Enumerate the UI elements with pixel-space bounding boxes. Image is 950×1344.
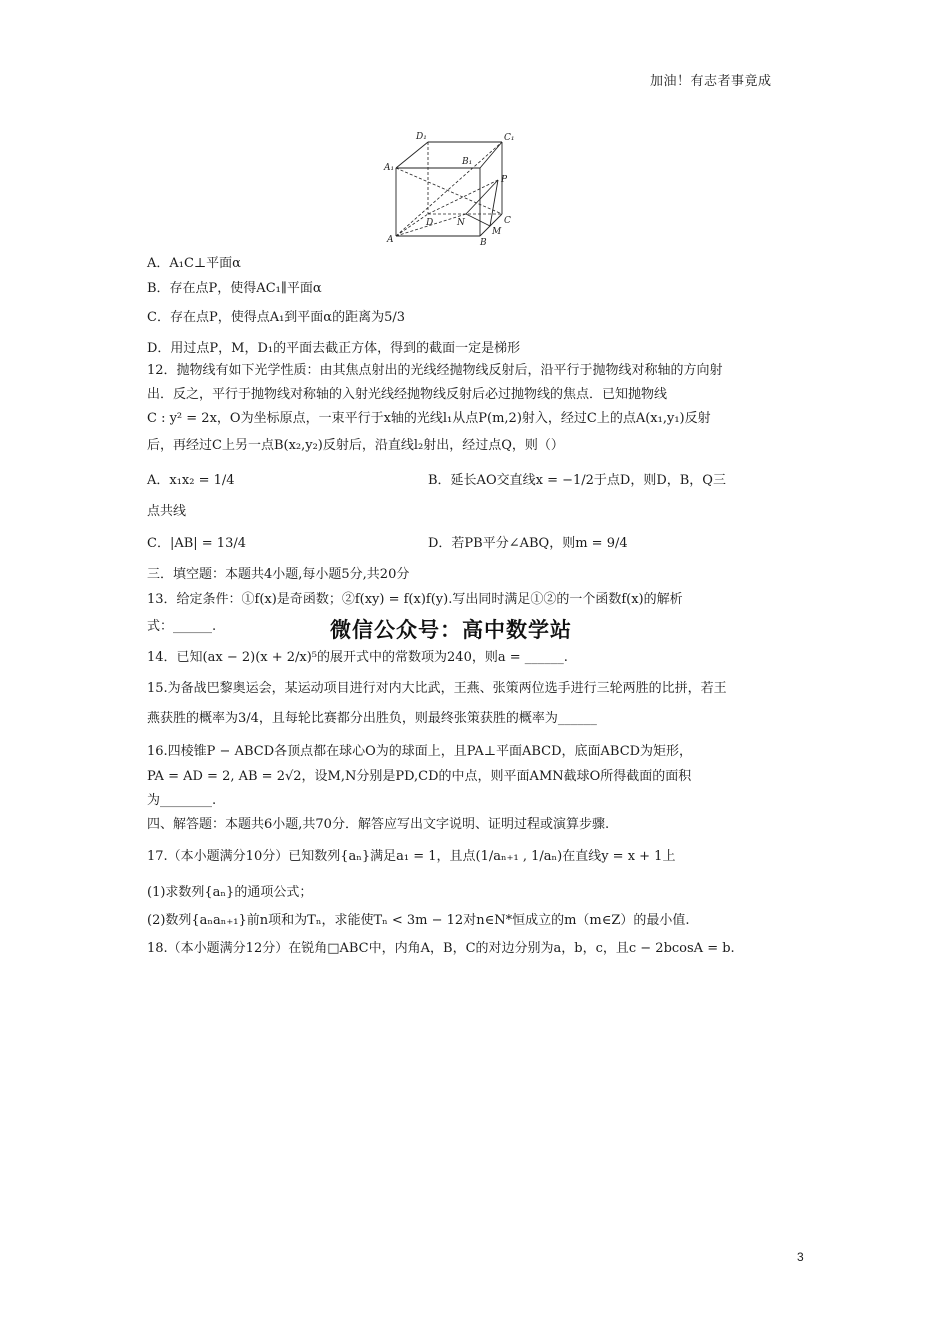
section-3-heading: 三．填空题：本题共4小题,每小题5分,共20分 [147,567,410,582]
label-A1: A₁ [384,163,395,173]
q12-stem-line3: C : y² = 2x，O为坐标原点，一束平行于x轴的光线l₁从点P(m,2)射入，经过C上的点A(x₁,y₁)反射 [147,411,711,426]
label-A: A [387,235,394,245]
q12-option-d: D．若PB平分∠ABQ，则m = 9/4 [428,536,628,551]
q13-line1: 13．给定条件：①f(x)是奇函数；②f(xy) = f(x)f(y).写出同时满足①②的一个函数f(x)的解析 [147,592,683,607]
q18-stem: 18.（本小题满分12分）在锐角□ABC中，内角A，B，C的对边分别为a，b，c，且c − 2bcosA = b. [147,941,735,956]
q16-line2: PA = AD = 2, AB = 2√2，设M,N分别是PD,CD的中点，则平面AMN截球O所得截面的面积 [147,769,692,784]
cube-figure [380,128,520,248]
label-C1: C₁ [504,133,515,143]
label-D: D [426,218,434,228]
q17-stem: 17.（本小题满分10分）已知数列{aₙ}满足a₁ = 1，且点(1/aₙ₊₁ , 1/aₙ)在直线y = x + 1上 [147,849,676,864]
page-header: 加油！有志者事竟成 [650,74,772,89]
q11-option-d: D．用过点P，M，D₁的平面去截正方体，得到的截面一定是梯形 [147,341,521,356]
q11-option-a: A．A₁C⊥平面α [147,256,241,271]
q16-line3: 为________. [147,793,217,808]
label-B1: B₁ [462,157,473,167]
q12-stem-line4: 后，再经过C上另一点B(x₂,y₂)反射后，沿直线l₂射出，经过点Q，则（） [147,438,564,453]
q12-stem-line2: 出．反之，平行于抛物线对称轴的入射光线经抛物线反射后必过抛物线的焦点．已知抛物线 [147,387,668,402]
q17-part2: (2)数列{aₙaₙ₊₁}前n项和为Tₙ，求能使Tₙ < 3m − 12对n∈N*恒成立的m（m∈Z）的最小值. [147,913,690,928]
q12-option-b: B．延长AO交直线x = −1/2于点D，则D，B，Q三 [428,473,726,488]
q11-option-b: B．存在点P，使得AC₁∥平面α [147,281,322,296]
label-P: P [501,175,508,185]
q14: 14．已知(ax − 2)(x + 2/x)⁵的展开式中的常数项为240，则a = ______. [147,650,568,665]
q15-line2: 燕获胜的概率为3/4，且每轮比赛都分出胜负，则最终张策获胜的概率为______ [147,711,597,726]
label-B: B [480,238,487,248]
page-number: 3 [797,1250,804,1264]
section-4-heading: 四、解答题：本题共6小题,共70分．解答应写出文字说明、证明过程或演算步骤. [147,817,610,832]
label-C: C [504,216,511,226]
q12-option-b-continued: 点共线 [147,504,187,519]
q12-stem-line1: 12．抛物线有如下光学性质：由其焦点射出的光线经抛物线反射后，沿平行于抛物线对称轴的方向射 [147,363,723,378]
cube-diagram [380,128,520,248]
q12-option-a: A．x₁x₂ = 1/4 [147,473,235,488]
label-D1: D₁ [416,132,427,142]
q12-option-c: C．|AB| = 13/4 [147,536,246,551]
q17-part1: (1)求数列{aₙ}的通项公式； [147,885,313,900]
label-M: M [492,227,502,237]
q11-option-c: C．存在点P，使得点A₁到平面α的距离为5/3 [147,310,405,325]
q16-line1: 16.四棱锥P − ABCD各顶点都在球心O为的球面上，且PA⊥平面ABCD，底面ABCD为矩形， [147,744,693,759]
q13-line2: 式：______. [147,619,217,634]
q15-line1: 15.为备战巴黎奥运会，某运动项目进行对内大比武，王燕、张策两位选手进行三轮两胜的比拼，若王 [147,681,727,696]
watermark-text: 微信公众号：高中数学站 [330,618,572,642]
label-N: N [457,218,465,228]
